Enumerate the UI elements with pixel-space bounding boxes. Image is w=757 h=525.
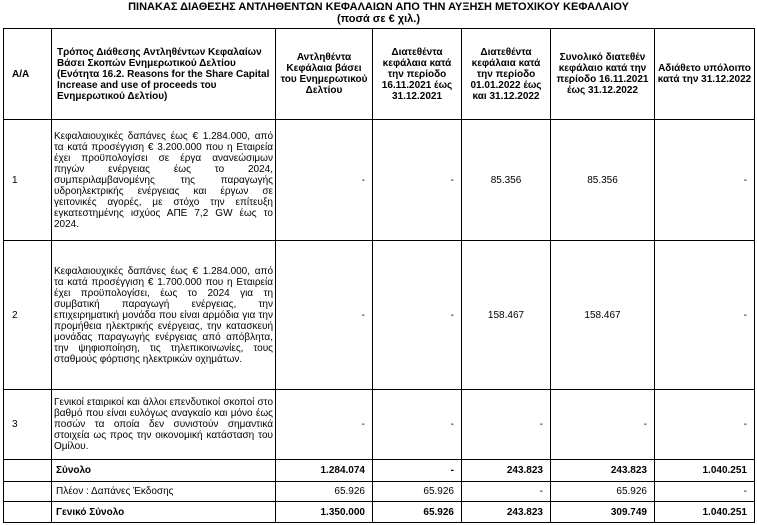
- row-total-allocated: 158.467: [551, 241, 655, 390]
- row-unallocated: -: [655, 390, 755, 460]
- header-description: Τρόπος Διάθεσης Αντληθέντων Κεφαλαίων Βάσει Σκοπών Ενημερωτικού Δελτίου (Ενότητα 16.2. Reasons for the Share Capital Increase and use of proceeds του Ενημερωτικού Δελτίου): [52, 29, 276, 120]
- row-allocated-2022: 85.356: [462, 120, 551, 241]
- expenses-raised: 65.926: [276, 482, 373, 502]
- subtotal-allocated-2022: 243.823: [462, 460, 551, 482]
- grand-total-total-allocated: 309.749: [551, 502, 655, 523]
- row-allocated-2022: -: [462, 390, 551, 460]
- grand-total-allocated-2022: 243.823: [462, 502, 551, 523]
- subtotal-label: Σύνολο: [52, 460, 276, 482]
- grand-total-row: [4, 502, 755, 523]
- table-subtitle: (ποσά σε € χιλ.): [336, 13, 421, 25]
- header-row: [4, 29, 755, 120]
- subtotal-row: [4, 460, 755, 482]
- row-raised: -: [276, 241, 373, 390]
- row-total-allocated: -: [551, 390, 655, 460]
- subtotal-allocated-2021: -: [373, 460, 462, 482]
- subtotal-unallocated: 1.040.251: [655, 460, 755, 482]
- grand-total-unallocated: 1.040.251: [655, 502, 755, 523]
- allocation-table: [3, 28, 755, 523]
- grand-total-allocated-2021: 65.926: [373, 502, 462, 523]
- header-aa: Α/Α: [4, 29, 52, 120]
- header-total-allocated: Συνολικό διατεθέν κεφάλαιο κατά την περίοδο 16.11.2021 έως 31.12.2022: [551, 29, 655, 120]
- header-allocated-2022: Διατεθέντα κεφάλαια κατά την περίοδο 01.01.2022 έως και 31.12.2022: [462, 29, 551, 120]
- row-raised: -: [276, 120, 373, 241]
- row-total-allocated: 85.356: [551, 120, 655, 241]
- row-unallocated: -: [655, 120, 755, 241]
- row-description: Γενικοί εταιρικοί και άλλοι επενδυτικοί σκοποί στο βαθμό που είναι ευλόγως αναγκαίο και μόνο έως ποσών τα οποία δεν συνιστούν σημαντικά στοιχεία ως προς την οικονομική κατάσταση του Ομίλου.: [52, 390, 276, 460]
- expenses-empty-cell: [4, 482, 52, 502]
- row-aa: 1: [4, 120, 52, 241]
- table-row: [4, 120, 755, 241]
- expenses-label: Πλέον : Δαπάνες Έκδοσης: [52, 482, 276, 502]
- row-allocated-2021: -: [373, 241, 462, 390]
- header-unallocated: Αδιάθετο υπόλοιπο κατά την 31.12.2022: [655, 29, 755, 120]
- row-aa: 2: [4, 241, 52, 390]
- row-aa: 3: [4, 390, 52, 460]
- row-allocated-2021: -: [373, 120, 462, 241]
- row-description: Κεφαλαιουχικές δαπάνες έως € 1.284.000, από τα κατά προσέγγιση € 3.200.000 που η Εταιρεία έχει προϋπολογίσει σε έργα ανανεώσιμων πηγών ενέργειας έως το 2024, συμπεριλαμβανομένης της παραγωγής υδροηλεκτρικής ενέργειας και έργων σε γειτονικές αγορές, με στόχο την επίτευξη εγκατεστημένης ισχύος ΑΠΕ 7,2 GW έως το 2024.: [52, 120, 276, 241]
- grand-total-empty-cell: [4, 502, 52, 523]
- expenses-total-allocated: 65.926: [551, 482, 655, 502]
- table-row: [4, 241, 755, 390]
- header-raised: Αντληθέντα Κεφάλαια βάσει του Ενημερωτικού Δελτίου: [276, 29, 373, 120]
- row-description: Κεφαλαιουχικές δαπάνες έως € 1.284.000, από τα κατά προσέγγιση € 1.700.000 που η Εταιρεία έχει προϋπολογίσει, έως το 2024 για τη συμβατική παραγωγή ενέργειας, την επιχειρηματική μονάδα που είναι αρμόδια για την προμήθεια ηλεκτρικής ενέργειας, την κατασκευή μονάδας παραγωγής ενέργειας από απόβλητα, την ψηφιοποίηση, τις τηλεπικοινωνίες, τους σταθμούς φόρτισης ηλεκτρικών οχημάτων.: [52, 241, 276, 390]
- row-raised: -: [276, 390, 373, 460]
- table-title: ΠΙΝΑΚΑΣ ΔΙΑΘΕΣΗΣ ΑΝΤΛΗΘΕΝΤΩΝ ΚΕΦΑΛΑΙΩΝ ΑΠΟ ΤΗΝ ΑΥΞΗΣΗ ΜΕΤΟΧΙΚΟΥ ΚΕΦΑΛΑΙΟΥ: [128, 1, 629, 13]
- expenses-unallocated: -: [655, 482, 755, 502]
- subtotal-raised: 1.284.074: [276, 460, 373, 482]
- row-allocated-2021: -: [373, 390, 462, 460]
- row-unallocated: -: [655, 241, 755, 390]
- subtotal-empty-cell: [4, 460, 52, 482]
- expenses-row: [4, 482, 755, 502]
- expenses-allocated-2022: -: [462, 482, 551, 502]
- expenses-allocated-2021: 65.926: [373, 482, 462, 502]
- header-allocated-2021: Διατεθέντα κεφάλαια κατά την περίοδο 16.11.2021 έως 31.12.2021: [373, 29, 462, 120]
- subtotal-total-allocated: 243.823: [551, 460, 655, 482]
- row-allocated-2022: 158.467: [462, 241, 551, 390]
- grand-total-raised: 1.350.000: [276, 502, 373, 523]
- table-row: [4, 390, 755, 460]
- grand-total-label: Γενικό Σύνολο: [52, 502, 276, 523]
